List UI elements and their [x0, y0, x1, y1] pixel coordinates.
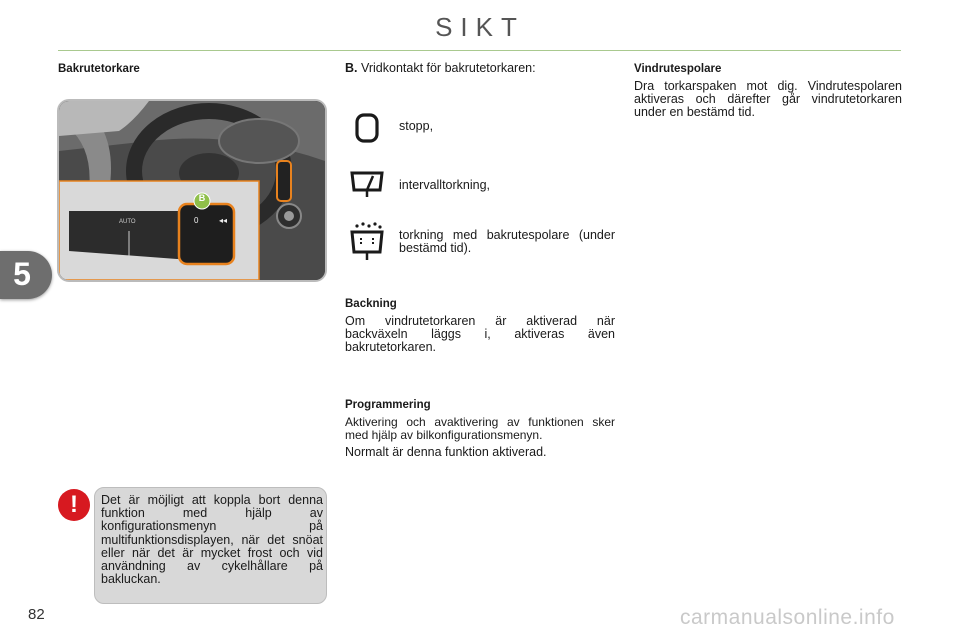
- wiper-washer-icon: [349, 222, 385, 262]
- header-divider: [58, 50, 901, 51]
- chapter-number: 5: [13, 256, 31, 292]
- wiper-stalk-illustration: [57, 99, 327, 282]
- icon-label-washer: torkning med bakrutespolare (under bestämd tid).: [399, 228, 615, 255]
- watermark: carmanualsonline.info: [680, 606, 895, 629]
- vindrutespolare-text: Dra torkarspaken mot dig. Vindrutespolaren aktiveras och därefter går vindrutetorkaren under en bestämd tid.: [634, 79, 902, 119]
- programmering-text-1: Aktivering och avaktivering av funktionen sker med hjälp av bilkonfigurationsmenyn.: [345, 415, 615, 442]
- exclamation-icon: !: [58, 489, 90, 521]
- svg-text:0: 0: [194, 216, 199, 225]
- intro-text: Vridkontakt för bakrutetorkaren:: [357, 61, 536, 75]
- page-title: SIKT: [435, 12, 525, 42]
- svg-text:◂◂: ◂◂: [219, 216, 228, 225]
- icon-label-stop: stopp,: [399, 119, 434, 133]
- backning-text: Om vindrutetorkaren är aktiverad när backväxeln läggs i, aktiveras även bakrutetorkaren.: [345, 314, 615, 354]
- svg-text:AUTO: AUTO: [119, 219, 136, 225]
- section-title-vindrutespolare: Vindrutespolare: [634, 63, 722, 75]
- chapter-tab: [0, 251, 52, 299]
- section-title-bakrutetorkare: Bakrutetorkare: [58, 63, 140, 75]
- intro-letter: B.: [345, 61, 358, 75]
- section-title-programmering: Programmering: [345, 399, 431, 411]
- note-text: Det är möjligt att koppla bort denna funktion med hjälp av konfigurationsmenyn på multifunktionsdisplayen, när det snöat eller när det är mycket frost och vid användning av cykelhållare på bakluckan.: [101, 493, 323, 587]
- icon-label-intermittent: intervalltorkning,: [399, 178, 491, 192]
- page-number: 82: [28, 606, 45, 623]
- note-box: [94, 487, 327, 604]
- wiper-intermittent-icon: [349, 170, 385, 200]
- section-title-backning: Backning: [345, 298, 397, 310]
- programmering-text-2: Normalt är denna funktion aktiverad.: [345, 445, 547, 459]
- callout-b-label: B: [198, 193, 206, 203]
- intro-line: [345, 62, 615, 75]
- wiper-off-icon: [354, 112, 380, 144]
